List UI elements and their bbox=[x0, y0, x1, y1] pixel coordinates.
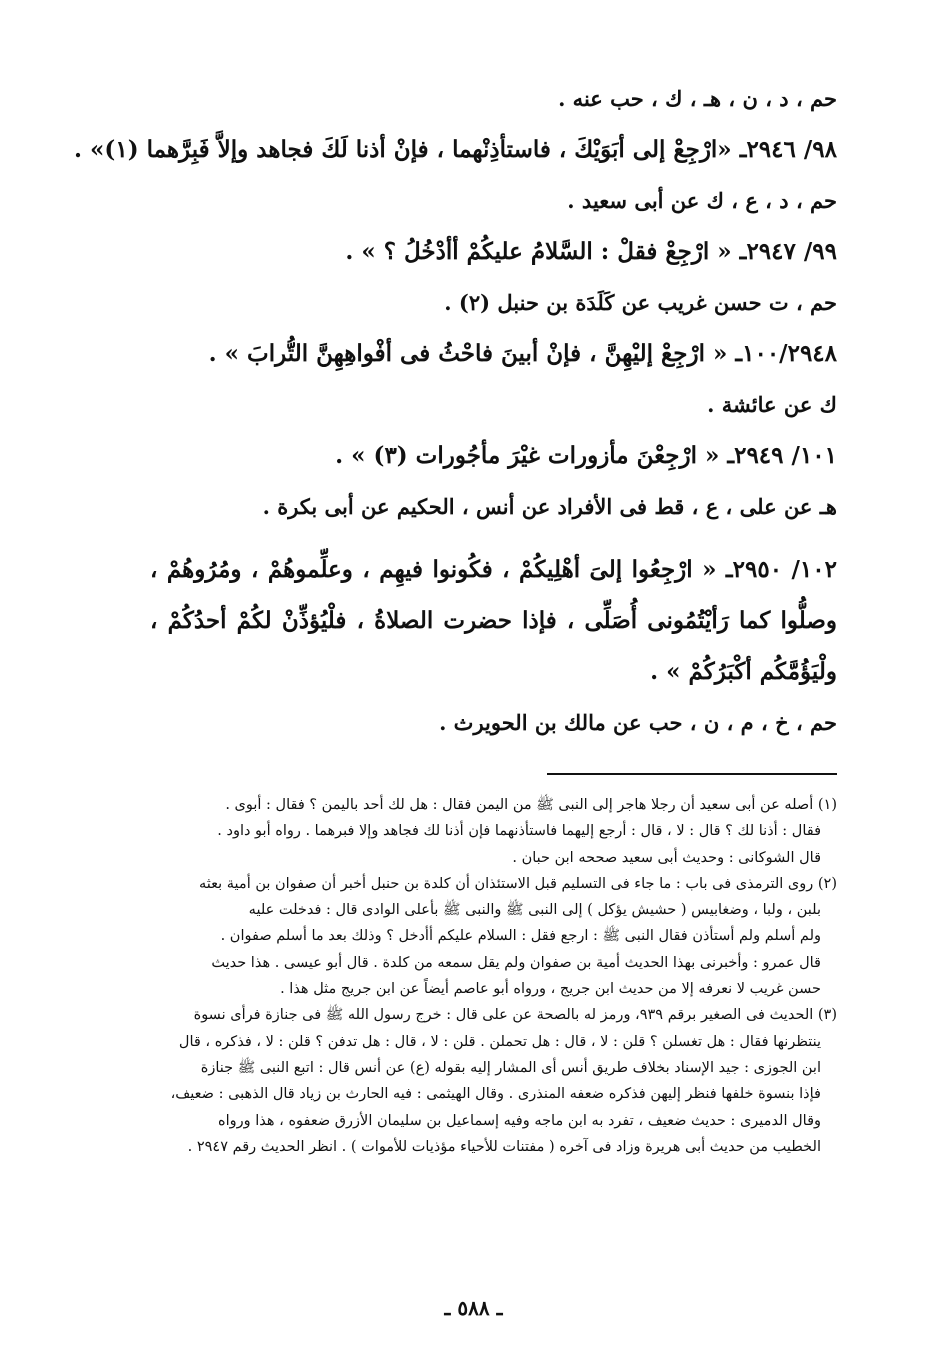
main-text bbox=[74, 85, 837, 760]
footnote-line: الخطيب من حديث أبى هريرة وزاد فى آخره ( مفتنات للأحياء مؤذيات للأموات ) . انظر الحديث رقم ٢٩٤٧ . bbox=[187, 1138, 821, 1155]
hadith-102: ١٠٢/ ٢٩٥٠ـ « ارْجِعُوا إلىَ أهْلِيكُمْ ، فكُونوا فيهِم ، وعلِّموهُمْ ، ومُرُوهُمْ ، وصلُّوا كما رَأيْتُمُونى أُصَلِّى ، فإذا حضرت الصلاةُ ، فلْيُؤذِّنْ لكُمْ أحدُكُمْ ، ولْيَؤُمَّكُم أكْبَرُكُمْ » . bbox=[150, 556, 837, 685]
source-line: حم ، خ ، م ، ن ، حب عن مالك بن الحويرث . bbox=[439, 710, 837, 735]
footnote-line: (٢) روى الترمذى فى باب : ما جاء فى التسليم قبل الاستئذان أن كلدة بن حنبل أخبر أن صفوان بن أمية بعثه bbox=[198, 875, 837, 892]
hadith-101: ١٠١/ ٢٩٤٩ـ « ارْجِعْنَ مأزورات غيْرَ مأجُورات (٣) » . bbox=[335, 442, 837, 469]
footnote-3 bbox=[92, 1002, 837, 1160]
footnote-divider bbox=[547, 773, 837, 775]
footnote-line: (٣) الحديث فى الصغير برقم ٩٣٩، ورمز له بالصحة عن على قال : خرج رسول الله ﷺ فى جنازة فرأى نسوة bbox=[193, 1007, 837, 1024]
hadith-98: ٩٨/ ٢٩٤٦ـ «ارْجِعْ إلى أبَوَيْكَ ، فاستأذِنْهما ، فإنْ أذنا لَكَ فجاهد وإلاَّ فَبِرَّهما (١)» . bbox=[74, 136, 837, 163]
footnote-line: فقال : أذنا لك ؟ قال : لا ، قال : أرجع إليهما فاستأذنهما فإن أذنا لك فجاهد وإلا فبرهما . رواه أبو داود . bbox=[217, 823, 821, 840]
footnote-line: ينتظرنها فقال : هل تغسلن ؟ قلن : لا ، قال : هل تحملن . قلن : لا ، قال : هل تدفن ؟ قلن : لا ، فذكره ، قال bbox=[178, 1033, 821, 1050]
source-line: حم ، د ، ن ، هـ ، ك ، حب عنه . bbox=[558, 86, 837, 111]
footnote-line: حسن غريب لا نعرفه إلا من حديث ابن جريج ، ورواه أبو عاصم أيضاً عن ابن جريج مثل هذا . bbox=[280, 981, 821, 998]
footnotes bbox=[92, 792, 837, 1160]
footnote-line: قال الشوكانى : وحديث أبى سعيد صححه ابن حبان . bbox=[512, 849, 821, 866]
footnote-line: بلبن ، ولبا ، وضغابيس ( حشيش يؤكل ) إلى النبى ﷺ والنبى ﷺ بأعلى الوادى قال : فدخلت عليه bbox=[248, 902, 821, 919]
source-line: حم ، ت حسن غريب عن كَلَدَة بن حنبل (٢) . bbox=[444, 290, 837, 315]
hadith-100: ١٠٠/٢٩٤٨ـ « ارْجِعْ إليْهِنَّ ، فإنْ أبينَ فاحْثُ فى أفْواهِهِنَّ التُّرابَ » . bbox=[208, 340, 837, 367]
footnote-line: وقال الدميرى : حديث ضعيف ، تفرد به ابن ماجه وفيه إسماعيل بن سليمان الأزرق ضعفوه ، هذا ورواه bbox=[218, 1112, 821, 1129]
footnote-line: ابن الجوزى : جيد الإسناد بخلاف طريق أنس أى المشار إليه بقوله (ع) عن أنس قال : اتبع النبى ﷺ جنازة bbox=[200, 1059, 821, 1076]
footnote-line: ولم أسلم ولم أستأذن فقال النبى ﷺ : ارجع فقل : السلام عليكم أأدخل ؟ وذلك بعد ما أسلم صفوان . bbox=[220, 928, 821, 945]
source-line: حم ، د ، ع ، ك عن أبى سعيد . bbox=[567, 188, 837, 213]
hadith-99: ٩٩/ ٢٩٤٧ـ « ارْجِعْ فقلْ : السَّلامُ عليكُمْ أأدْخُلُ ؟ » . bbox=[345, 238, 837, 265]
footnote-2 bbox=[92, 871, 837, 1002]
source-line: هـ عن على ، ع ، قط فى الأفراد عن أنس ، الحكيم عن أبى بكرة . bbox=[262, 494, 837, 519]
source-line: ك عن عائشة . bbox=[707, 392, 837, 417]
footnote-line: فإذا بنسوة خلفها فنظر إليهن فذكره ضعفه المنذرى . وقال الهيثمى : فيه الحارث بن زياد قال الذهبى : ضعيف، bbox=[170, 1086, 821, 1103]
footnote-1 bbox=[92, 792, 837, 871]
footnote-line: قال عمرو : وأخبرنى بهذا الحديث أمية بن صفوان ولم يقل سمعه من كلدة . قال أبو عيسى . هذا حديث bbox=[211, 954, 821, 971]
footnote-line: (١) أصله عن أبى سعيد أن رجلا هاجر إلى النبى ﷺ من اليمن فقال : هل لك أحد باليمن ؟ فقال : أبوى . bbox=[225, 797, 837, 813]
page-number: ـ ٥٨٨ ـ bbox=[444, 1296, 503, 1320]
